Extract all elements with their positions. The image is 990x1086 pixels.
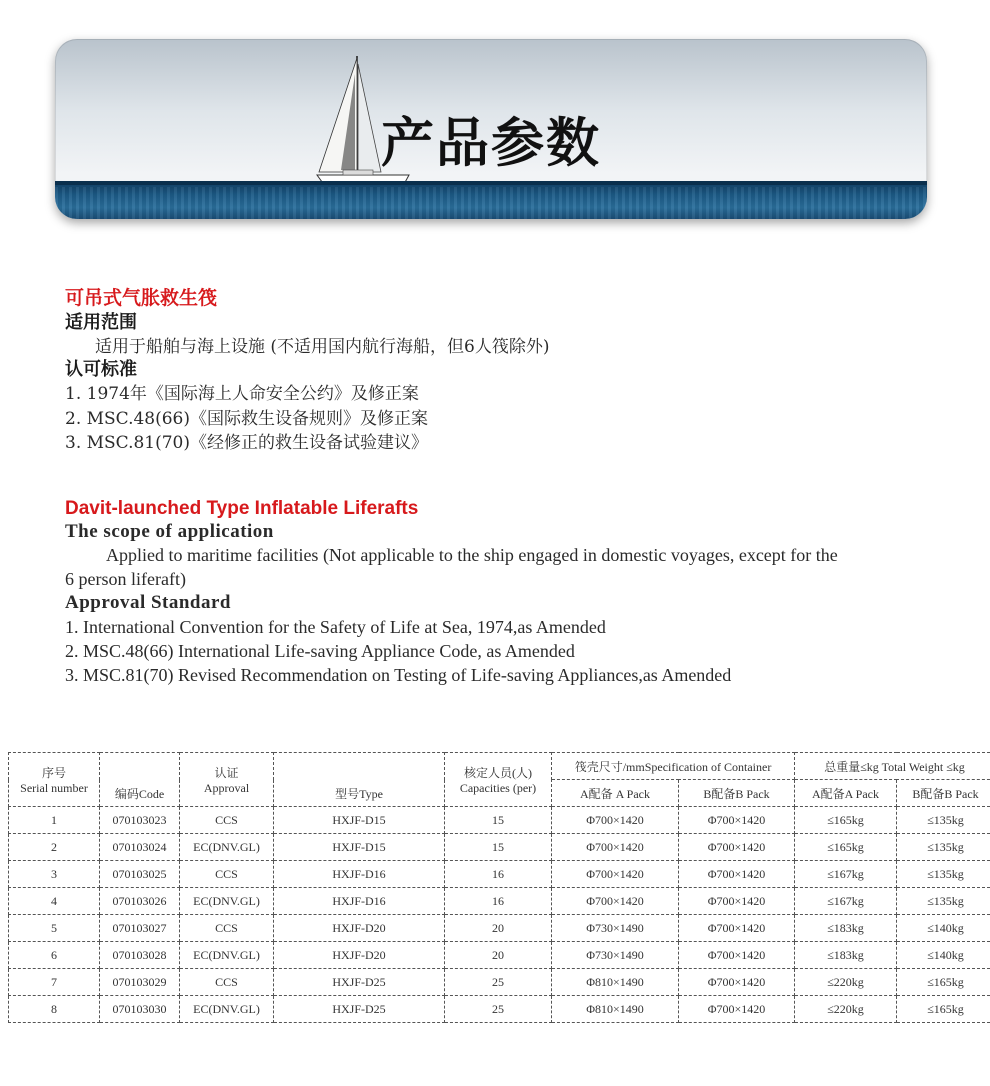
cell-container-b: Φ700×1420 [679, 915, 795, 942]
cell-weight-b: ≤140kg [897, 915, 990, 942]
header-weight: 总重量≤kg Total Weight ≤kg [795, 753, 990, 780]
cell-code: 070103028 [100, 942, 180, 969]
header-weight-b: B配备B Pack [897, 780, 990, 807]
cn-approval-heading: 认可标准 [65, 359, 137, 380]
sea-background [55, 181, 927, 219]
cell-container-b: Φ700×1420 [679, 807, 795, 834]
cell-container-a: Φ730×1490 [552, 915, 679, 942]
cell-approval: CCS [180, 915, 274, 942]
cell-capacity: 25 [445, 969, 552, 996]
table-row [9, 942, 990, 969]
cell-code: 070103030 [100, 996, 180, 1023]
header-serial [9, 753, 100, 807]
en-approval-item: 2. MSC.48(66) International Life-saving Appliance Code, as Amended [65, 641, 575, 661]
cell-weight-b: ≤165kg [897, 969, 990, 996]
cn-scope-text: 适用于船舶与海上设施 (不适用国内航行海船，但6人筏除外) [95, 337, 550, 357]
cell-code: 070103024 [100, 834, 180, 861]
header-container-a: A配备 A Pack [552, 780, 679, 807]
cell-approval: EC(DNV.GL) [180, 888, 274, 915]
table-row [9, 807, 990, 834]
cell-serial: 8 [9, 996, 100, 1023]
header-serial-en: Serial number [20, 780, 88, 795]
en-scope-text: Applied to maritime facilities (Not applicable to the ship engaged in domestic voyages, except for the [106, 545, 838, 565]
cell-container-a: Φ810×1490 [552, 969, 679, 996]
cell-weight-b: ≤135kg [897, 834, 990, 861]
cell-type: HXJF-D15 [274, 834, 445, 861]
cell-approval: CCS [180, 861, 274, 888]
cell-serial: 1 [9, 807, 100, 834]
cell-type: HXJF-D16 [274, 861, 445, 888]
table-row [9, 834, 990, 861]
cell-type: HXJF-D20 [274, 942, 445, 969]
cell-type: HXJF-D25 [274, 996, 445, 1023]
banner [55, 39, 927, 219]
cell-container-a: Φ730×1490 [552, 942, 679, 969]
cn-product-title: 可吊式气胀救生筏 [65, 287, 218, 309]
cell-container-a: Φ700×1420 [552, 888, 679, 915]
cell-weight-a: ≤220kg [795, 996, 897, 1023]
cell-capacity: 25 [445, 996, 552, 1023]
cell-serial: 4 [9, 888, 100, 915]
cell-type: HXJF-D16 [274, 888, 445, 915]
cell-container-b: Φ700×1420 [679, 888, 795, 915]
table-row [9, 996, 990, 1023]
cell-container-b: Φ700×1420 [679, 996, 795, 1023]
cell-serial: 2 [9, 834, 100, 861]
banner-title: 产品参数 [381, 113, 601, 174]
header-approval-cn: 认证 [214, 765, 239, 780]
cell-code: 070103026 [100, 888, 180, 915]
table-row [9, 861, 990, 888]
cell-weight-a: ≤183kg [795, 915, 897, 942]
cn-approval-item: 2. MSC.48(66)《国际救生设备规则》及修正案 [65, 409, 429, 429]
cn-approval-item: 1. 1974年《国际海上人命安全公约》及修正案 [65, 384, 419, 404]
spec-table [8, 752, 990, 1023]
cell-code: 070103025 [100, 861, 180, 888]
cell-capacity: 20 [445, 915, 552, 942]
header-type: 型号Type [274, 753, 445, 807]
cell-weight-a: ≤167kg [795, 888, 897, 915]
cell-serial: 5 [9, 915, 100, 942]
cell-weight-a: ≤165kg [795, 834, 897, 861]
cell-capacity: 15 [445, 807, 552, 834]
cell-weight-a: ≤167kg [795, 861, 897, 888]
header-code: 编码Code [100, 753, 180, 807]
header-approval-en: Approval [203, 780, 250, 795]
cell-weight-b: ≤135kg [897, 807, 990, 834]
cell-container-a: Φ700×1420 [552, 834, 679, 861]
cell-weight-a: ≤165kg [795, 807, 897, 834]
header-approval [180, 753, 274, 807]
cell-weight-a: ≤220kg [795, 969, 897, 996]
cell-type: HXJF-D15 [274, 807, 445, 834]
cell-container-b: Φ700×1420 [679, 834, 795, 861]
en-approval-item: 1. International Convention for the Safety of Life at Sea, 1974,as Amended [65, 617, 606, 637]
table-row [9, 969, 990, 996]
cell-capacity: 16 [445, 888, 552, 915]
cell-serial: 6 [9, 942, 100, 969]
cell-capacity: 20 [445, 942, 552, 969]
header-weight-a: A配备A Pack [795, 780, 897, 807]
cell-container-b: Φ700×1420 [679, 942, 795, 969]
en-product-title: Davit-launched Type Inflatable Liferafts [65, 498, 419, 519]
cell-serial: 7 [9, 969, 100, 996]
cell-container-a: Φ810×1490 [552, 996, 679, 1023]
cell-approval: EC(DNV.GL) [180, 942, 274, 969]
table-body [9, 807, 990, 1023]
cell-capacity: 15 [445, 834, 552, 861]
cell-container-a: Φ700×1420 [552, 807, 679, 834]
cell-container-b: Φ700×1420 [679, 861, 795, 888]
cell-container-b: Φ700×1420 [679, 969, 795, 996]
en-approval-heading: Approval Standard [65, 592, 232, 613]
header-container: 筏壳尺寸/mmSpecification of Container [552, 753, 795, 780]
header-capacity-cn: 核定人员(人) [464, 765, 532, 780]
cell-weight-a: ≤183kg [795, 942, 897, 969]
table-row [9, 888, 990, 915]
header-serial-cn: 序号 [41, 765, 66, 780]
cell-weight-b: ≤165kg [897, 996, 990, 1023]
cell-code: 070103029 [100, 969, 180, 996]
cell-approval: EC(DNV.GL) [180, 996, 274, 1023]
table-row [9, 915, 990, 942]
cell-container-a: Φ700×1420 [552, 861, 679, 888]
en-scope-text-cont: 6 person liferaft) [65, 569, 186, 589]
cell-approval: CCS [180, 969, 274, 996]
header-capacity [445, 753, 552, 807]
en-scope-heading: The scope of application [65, 521, 274, 542]
header-capacity-en: Capacities (per) [459, 780, 537, 795]
header-container-b: B配备B Pack [679, 780, 795, 807]
cell-weight-b: ≤135kg [897, 888, 990, 915]
cn-approval-item: 3. MSC.81(70)《经修正的救生设备试验建议》 [65, 433, 429, 453]
cell-weight-b: ≤135kg [897, 861, 990, 888]
cn-scope-heading: 适用范围 [65, 312, 137, 333]
cell-code: 070103023 [100, 807, 180, 834]
cell-weight-b: ≤140kg [897, 942, 990, 969]
cell-code: 070103027 [100, 915, 180, 942]
en-approval-item: 3. MSC.81(70) Revised Recommendation on Testing of Life-saving Appliances,as Amended [65, 665, 732, 685]
table-header-row [9, 753, 990, 780]
cell-serial: 3 [9, 861, 100, 888]
cell-approval: EC(DNV.GL) [180, 834, 274, 861]
cell-capacity: 16 [445, 861, 552, 888]
cell-approval: CCS [180, 807, 274, 834]
cell-type: HXJF-D25 [274, 969, 445, 996]
cell-type: HXJF-D20 [274, 915, 445, 942]
